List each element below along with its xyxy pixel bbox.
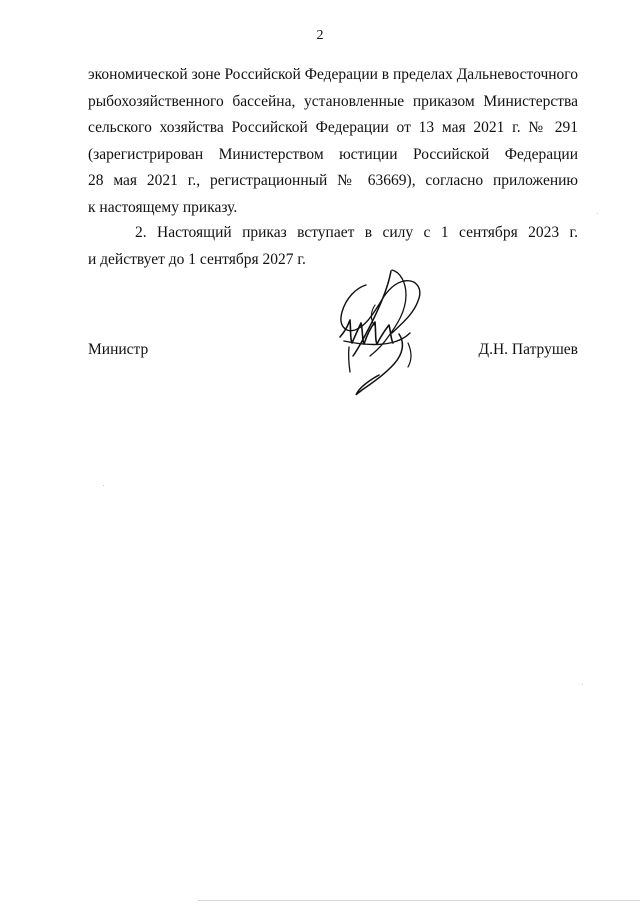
paragraph-1-line-5: 28 мая 2021 г., регистрационный № 63669), согласно приложению <box>88 172 578 189</box>
paragraph-1-line-1: экономической зоне Российской Федерации в пределах Дальневосточного <box>88 66 578 83</box>
paragraph-1-line-2: рыбохозяйственного бассейна, установленные приказом Министерства <box>88 92 578 110</box>
paragraph-1-line-6: к настоящему приказу. <box>88 198 238 216</box>
scan-edge-line <box>198 900 640 901</box>
paragraph-2-line-2: и действует до 1 сентября 2027 г. <box>88 250 306 268</box>
scan-speck <box>582 684 583 685</box>
paragraph-2-line-1: 2. Настоящий приказ вступает в силу с 1 сентября 2023 г. <box>135 224 578 241</box>
handwritten-signature-icon <box>328 264 428 400</box>
page-number: 2 <box>316 28 324 43</box>
paragraph-1 <box>88 62 578 221</box>
paragraph-1-line-4: (зарегистрирован Министерством юстиции Российской Федерации <box>88 145 578 163</box>
scan-speck <box>597 213 598 214</box>
scan-speck <box>103 485 104 486</box>
minister-title: Министр <box>88 341 149 358</box>
paragraph-1-line-3: сельского хозяйства Российской Федерации от 13 мая 2021 г. № 291 <box>88 119 578 136</box>
minister-name: Д.Н. Патрушев <box>478 341 578 358</box>
